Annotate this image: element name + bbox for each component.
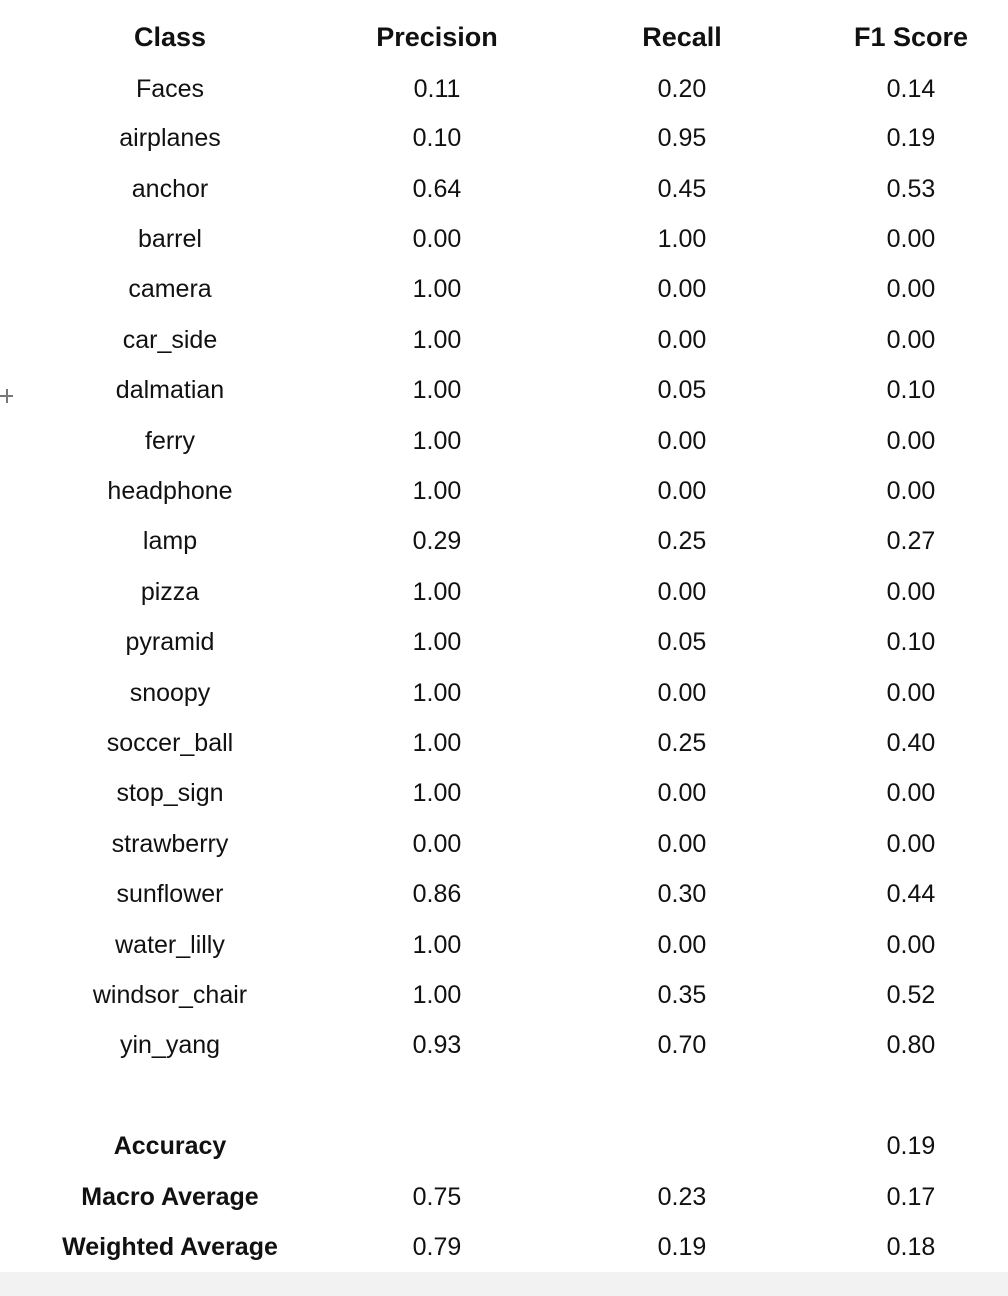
precision-cell: 0.86 <box>412 880 462 908</box>
precision-cell: 0.29 <box>412 527 462 555</box>
summary-label: Macro Average <box>81 1183 259 1211</box>
precision-cell: 1.00 <box>412 729 462 757</box>
f1-cell: 0.17 <box>886 1183 936 1211</box>
table-row <box>0 572 1008 612</box>
f1-cell: 0.19 <box>886 124 936 152</box>
bottom-bar <box>0 1272 1008 1296</box>
f1-cell: 0.00 <box>886 830 936 858</box>
recall-cell: 0.05 <box>657 376 707 404</box>
class-cell: soccer_ball <box>106 729 234 757</box>
f1-cell: 0.19 <box>886 1132 936 1160</box>
recall-cell: 0.00 <box>657 477 707 505</box>
recall-cell: 0.95 <box>657 124 707 152</box>
table-row <box>0 824 1008 864</box>
table-row <box>0 673 1008 713</box>
class-cell: stop_sign <box>116 779 224 807</box>
class-cell: water_lilly <box>115 931 225 959</box>
table-row <box>0 320 1008 360</box>
recall-cell: 0.25 <box>657 729 707 757</box>
table-row <box>0 975 1008 1015</box>
class-cell: anchor <box>131 175 209 203</box>
precision-cell: 1.00 <box>412 427 462 455</box>
precision-cell: 1.00 <box>412 477 462 505</box>
table-row <box>0 874 1008 914</box>
precision-cell: 1.00 <box>412 679 462 707</box>
recall-cell: 0.00 <box>657 275 707 303</box>
precision-cell: 1.00 <box>412 981 462 1009</box>
recall-cell: 0.00 <box>657 427 707 455</box>
class-cell: sunflower <box>116 880 224 908</box>
f1-cell: 0.00 <box>886 779 936 807</box>
table-row <box>0 370 1008 410</box>
table-row <box>0 421 1008 461</box>
precision-cell: 0.00 <box>412 830 462 858</box>
recall-cell: 0.30 <box>657 880 707 908</box>
recall-cell: 0.00 <box>657 679 707 707</box>
class-cell: camera <box>128 275 212 303</box>
table-row <box>0 169 1008 209</box>
f1-cell: 0.00 <box>886 477 936 505</box>
header-class: Class <box>133 22 207 52</box>
precision-cell: 1.00 <box>412 376 462 404</box>
header-f1-score: F1 Score <box>853 22 969 52</box>
f1-cell: 0.00 <box>886 326 936 354</box>
class-cell: pyramid <box>125 628 215 656</box>
f1-cell: 0.00 <box>886 275 936 303</box>
precision-cell: 0.93 <box>412 1031 462 1059</box>
class-cell: windsor_chair <box>92 981 248 1009</box>
recall-cell: 0.00 <box>657 578 707 606</box>
f1-cell: 0.14 <box>886 75 936 103</box>
table-header <box>0 17 1008 57</box>
class-cell: Faces <box>135 75 205 103</box>
table-row <box>0 219 1008 259</box>
table-row <box>0 521 1008 561</box>
recall-cell: 1.00 <box>657 225 707 253</box>
class-cell: strawberry <box>111 830 229 858</box>
table-row <box>0 622 1008 662</box>
f1-cell: 0.52 <box>886 981 936 1009</box>
f1-cell: 0.44 <box>886 880 936 908</box>
precision-cell: 1.00 <box>412 628 462 656</box>
f1-cell: 0.18 <box>886 1233 936 1261</box>
table-row <box>0 269 1008 309</box>
summary-row-weighted-average <box>0 1227 1008 1267</box>
f1-cell: 0.40 <box>886 729 936 757</box>
summary-row-accuracy <box>0 1126 1008 1166</box>
class-cell: lamp <box>142 527 198 555</box>
precision-cell: 0.00 <box>412 225 462 253</box>
f1-cell: 0.00 <box>886 931 936 959</box>
precision-cell: 0.10 <box>412 124 462 152</box>
f1-cell: 0.53 <box>886 175 936 203</box>
recall-cell: 0.35 <box>657 981 707 1009</box>
precision-cell: 1.00 <box>412 326 462 354</box>
precision-cell <box>337 1126 537 1166</box>
f1-cell: 0.00 <box>886 679 936 707</box>
class-cell: airplanes <box>119 124 221 152</box>
class-cell: pizza <box>140 578 200 606</box>
recall-cell: 0.70 <box>657 1031 707 1059</box>
class-cell: snoopy <box>129 679 211 707</box>
f1-cell: 0.00 <box>886 578 936 606</box>
summary-label: Weighted Average <box>62 1233 278 1261</box>
recall-cell: 0.00 <box>657 830 707 858</box>
precision-cell: 1.00 <box>412 931 462 959</box>
f1-cell: 0.00 <box>886 225 936 253</box>
precision-cell: 0.11 <box>413 75 461 103</box>
precision-cell: 0.75 <box>412 1183 462 1211</box>
table-row <box>0 773 1008 813</box>
recall-cell: 0.23 <box>657 1183 707 1211</box>
precision-cell: 0.79 <box>412 1233 462 1261</box>
recall-cell: 0.25 <box>657 527 707 555</box>
f1-cell: 0.10 <box>886 628 936 656</box>
table-row <box>0 723 1008 763</box>
recall-cell: 0.00 <box>657 326 707 354</box>
header-precision: Precision <box>376 22 498 52</box>
plus-icon[interactable] <box>0 388 14 404</box>
table-row <box>0 1025 1008 1065</box>
class-cell: yin_yang <box>119 1031 221 1059</box>
class-cell: headphone <box>107 477 233 505</box>
recall-cell: 0.05 <box>657 628 707 656</box>
recall-cell: 0.19 <box>657 1233 707 1261</box>
class-cell: car_side <box>122 326 218 354</box>
recall-cell: 0.00 <box>657 779 707 807</box>
f1-cell: 0.00 <box>886 427 936 455</box>
summary-row-macro-average <box>0 1177 1008 1217</box>
class-cell: dalmatian <box>115 376 225 404</box>
f1-cell: 0.80 <box>886 1031 936 1059</box>
f1-cell: 0.27 <box>886 527 936 555</box>
precision-cell: 1.00 <box>412 578 462 606</box>
summary-label: Accuracy <box>113 1132 227 1160</box>
table-row <box>0 925 1008 965</box>
table-row <box>0 118 1008 158</box>
precision-cell: 0.64 <box>412 175 462 203</box>
recall-cell: 0.45 <box>657 175 707 203</box>
table-row <box>0 69 1008 109</box>
recall-cell: 0.00 <box>657 931 707 959</box>
precision-cell: 1.00 <box>412 275 462 303</box>
recall-cell: 0.20 <box>657 75 707 103</box>
precision-cell: 1.00 <box>412 779 462 807</box>
class-cell: ferry <box>145 427 195 455</box>
recall-cell <box>582 1126 782 1166</box>
class-cell: barrel <box>138 225 202 253</box>
table-row <box>0 471 1008 511</box>
header-recall: Recall <box>642 22 722 52</box>
f1-cell: 0.10 <box>886 376 936 404</box>
